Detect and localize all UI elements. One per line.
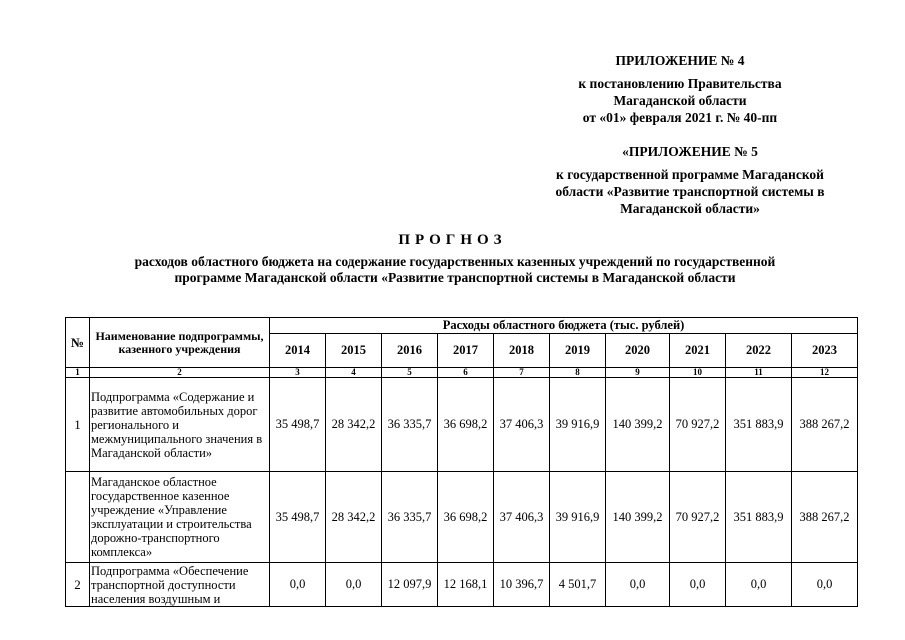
column-index: 10 xyxy=(670,368,726,378)
column-index: 12 xyxy=(792,368,858,378)
appendix-4-line-1: к постановлению Правительства xyxy=(578,76,782,91)
document-subtitle-line-2: программе Магаданской области «Развитие транспортной системы в Магаданской области xyxy=(174,270,736,285)
header-number: № xyxy=(66,318,90,368)
appendix-5-header xyxy=(530,143,850,217)
row-value: 0,0 xyxy=(326,563,382,607)
row-value: 0,0 xyxy=(670,563,726,607)
appendix-4-line-3: от «01» февраля 2021 г. № 40-пп xyxy=(582,110,778,125)
row-value: 28 342,2 xyxy=(326,378,382,472)
row-value: 70 927,2 xyxy=(670,378,726,472)
header-year: 2020 xyxy=(606,334,670,368)
header-year: 2019 xyxy=(550,334,606,368)
row-value: 388 267,2 xyxy=(792,472,858,563)
row-value: 351 883,9 xyxy=(726,472,792,563)
row-number: 2 xyxy=(66,563,90,607)
appendix-5-line-2: области «Развитие транспортной системы в xyxy=(555,184,825,199)
appendix-5-title: «ПРИЛОЖЕНИЕ № 5 xyxy=(622,144,758,159)
row-value: 36 698,2 xyxy=(438,378,494,472)
table-row xyxy=(66,472,858,563)
row-value: 28 342,2 xyxy=(326,472,382,563)
column-index: 1 xyxy=(66,368,90,378)
header-year: 2023 xyxy=(792,334,858,368)
header-year: 2015 xyxy=(326,334,382,368)
column-index: 8 xyxy=(550,368,606,378)
column-index: 4 xyxy=(326,368,382,378)
row-value: 0,0 xyxy=(726,563,792,607)
header-year: 2017 xyxy=(438,334,494,368)
row-value: 37 406,3 xyxy=(494,378,550,472)
row-value: 351 883,9 xyxy=(726,378,792,472)
column-index: 5 xyxy=(382,368,438,378)
document-subtitle-line-1: расходов областного бюджета на содержание государственных казенных учреждений по государственной xyxy=(134,254,776,269)
header-expenses-group: Расходы областного бюджета (тыс. рублей) xyxy=(270,318,858,334)
row-value: 0,0 xyxy=(270,563,326,607)
column-index: 2 xyxy=(90,368,270,378)
row-value: 140 399,2 xyxy=(606,378,670,472)
row-value: 10 396,7 xyxy=(494,563,550,607)
row-value: 140 399,2 xyxy=(606,472,670,563)
header-year: 2021 xyxy=(670,334,726,368)
row-name: Подпрограмма «Содержание и развитие автомобильных дорог регионального и межмуниципального значения в Магаданской области» xyxy=(90,378,270,472)
header-year: 2016 xyxy=(382,334,438,368)
row-value: 39 916,9 xyxy=(550,378,606,472)
header-year: 2018 xyxy=(494,334,550,368)
row-value: 35 498,7 xyxy=(270,472,326,563)
row-name: Подпрограмма «Обеспечение транспортной доступности населения воздушным и xyxy=(90,563,270,607)
row-value: 36 335,7 xyxy=(382,472,438,563)
appendix-5-line-1: к государственной программе Магаданской xyxy=(556,167,824,182)
column-index: 11 xyxy=(726,368,792,378)
row-value: 0,0 xyxy=(606,563,670,607)
header-name: Наименование подпрограммы, казенного учреждения xyxy=(90,318,270,368)
row-value: 37 406,3 xyxy=(494,472,550,563)
column-index: 3 xyxy=(270,368,326,378)
row-value: 70 927,2 xyxy=(670,472,726,563)
header-year: 2022 xyxy=(726,334,792,368)
row-value: 12 097,9 xyxy=(382,563,438,607)
appendix-4-line-2: Магаданской области xyxy=(613,93,747,108)
appendix-4-title: ПРИЛОЖЕНИЕ № 4 xyxy=(615,53,745,68)
row-value: 39 916,9 xyxy=(550,472,606,563)
row-number: 1 xyxy=(66,378,90,472)
expenses-table xyxy=(65,317,858,607)
column-index: 7 xyxy=(494,368,550,378)
row-name: Магаданское областное государственное казенное учреждение «Управление эксплуатации и строительства дорожно-транспортного комплекса» xyxy=(90,472,270,563)
document-title: ПРОГНОЗ xyxy=(398,232,507,248)
row-value: 36 698,2 xyxy=(438,472,494,563)
row-value: 0,0 xyxy=(792,563,858,607)
row-value: 12 168,1 xyxy=(438,563,494,607)
column-index: 9 xyxy=(606,368,670,378)
document-subtitle xyxy=(85,254,825,286)
appendix-5-line-3: Магаданской области» xyxy=(620,201,760,216)
row-value: 388 267,2 xyxy=(792,378,858,472)
header-year: 2014 xyxy=(270,334,326,368)
column-index: 6 xyxy=(438,368,494,378)
column-index-row xyxy=(66,368,858,378)
row-value: 4 501,7 xyxy=(550,563,606,607)
row-value: 35 498,7 xyxy=(270,378,326,472)
row-value: 36 335,7 xyxy=(382,378,438,472)
table-row xyxy=(66,563,858,607)
appendix-4-header xyxy=(560,52,800,126)
row-number xyxy=(66,472,90,563)
table-row xyxy=(66,378,858,472)
